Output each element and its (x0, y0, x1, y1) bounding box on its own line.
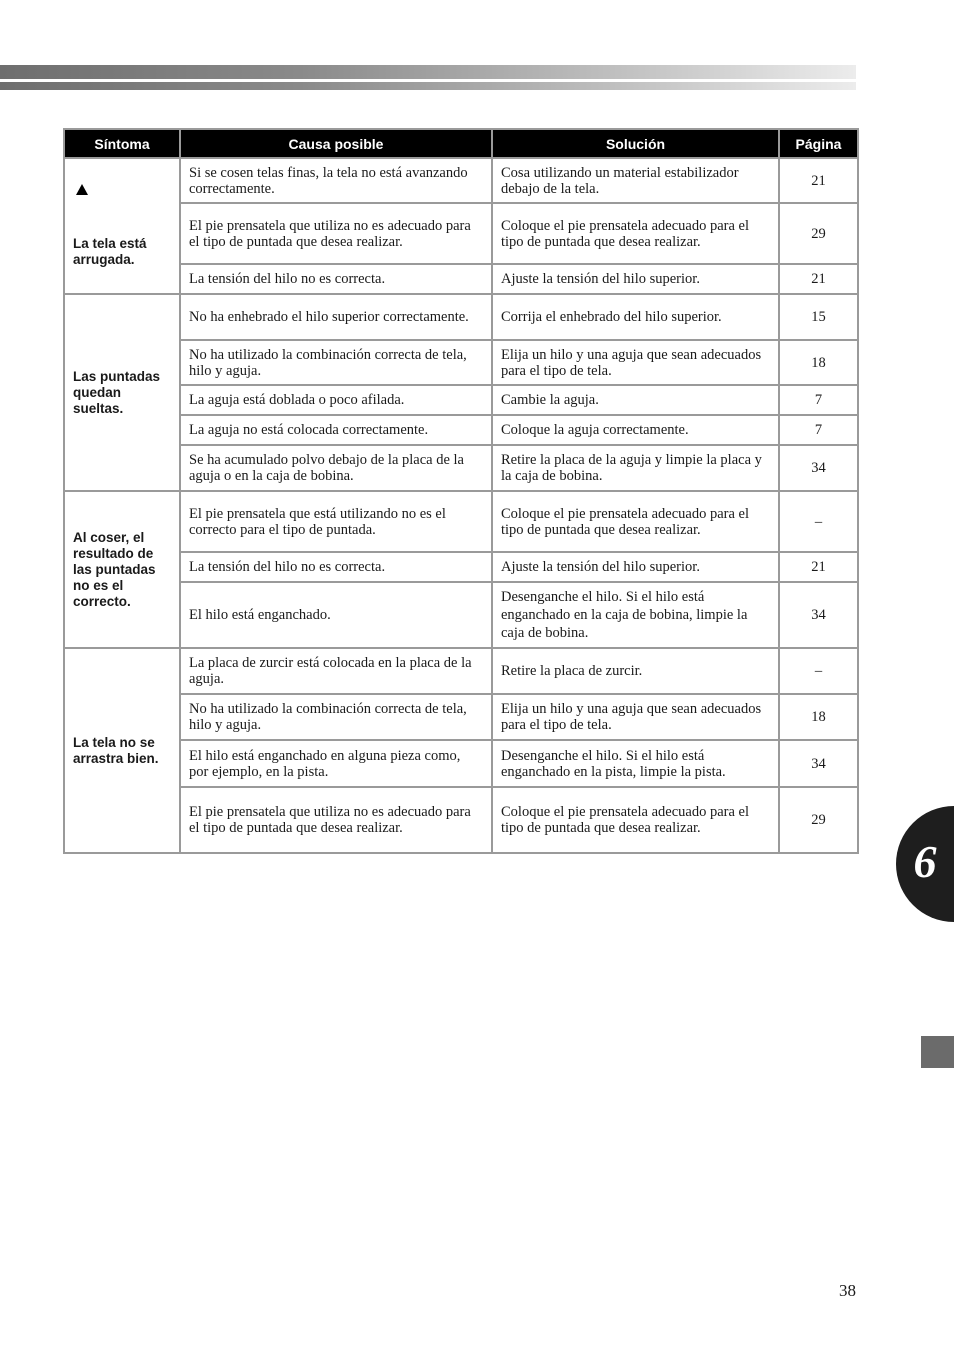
symptom-cell: La tela no se arrastra bien. (64, 648, 180, 853)
cause-cell: Se ha acumulado polvo debajo de la placa de la aguja o en la caja de bobina. (180, 445, 492, 491)
table-header-row (64, 129, 858, 158)
page-cell: – (779, 491, 858, 552)
troubleshooting-table (63, 128, 859, 854)
header-pagina: Página (779, 129, 858, 158)
solution-cell: Ajuste la tensión del hilo superior. (492, 264, 779, 294)
table-row (64, 582, 858, 648)
symptom-cell (64, 158, 180, 294)
cause-cell: El pie prensatela que utiliza no es adecuado para el tipo de puntada que desea realizar. (180, 787, 492, 853)
cause-cell: No ha enhebrado el hilo superior correctamente. (180, 294, 492, 340)
header-causa: Causa posible (180, 129, 492, 158)
cause-cell: La tensión del hilo no es correcta. (180, 552, 492, 582)
page-number: 38 (839, 1281, 856, 1300)
solution-cell: Cosa utilizando un material estabilizador debajo de la tela. (492, 158, 779, 203)
table-row (64, 491, 858, 552)
page-cell: 21 (779, 158, 858, 203)
header-sintoma: Síntoma (64, 129, 180, 158)
cause-cell: Si se cosen telas finas, la tela no está avanzando correctamente. (180, 158, 492, 203)
solution-cell: Cambie la aguja. (492, 385, 779, 415)
cause-cell: No ha utilizado la combinación correcta de tela, hilo y aguja. (180, 694, 492, 740)
symptom-cell: Al coser, el resultado de las puntadas no es el correcto. (64, 491, 180, 648)
table-row (64, 648, 858, 694)
solution-cell: Elija un hilo y una aguja que sean adecuados para el tipo de tela. (492, 694, 779, 740)
page-cell: 18 (779, 340, 858, 385)
solution-cell: Ajuste la tensión del hilo superior. (492, 552, 779, 582)
cause-cell: El pie prensatela que está utilizando no es el correcto para el tipo de puntada. (180, 491, 492, 552)
cause-cell: No ha utilizado la combinación correcta de tela, hilo y aguja. (180, 340, 492, 385)
page-cell: 34 (779, 582, 858, 648)
header-gradient-bar-thin (0, 82, 856, 90)
table-row (64, 415, 858, 445)
page-cell: 29 (779, 787, 858, 853)
solution-cell: Coloque la aguja correctamente. (492, 415, 779, 445)
cause-cell: La placa de zurcir está colocada en la placa de la aguja. (180, 648, 492, 694)
solution-cell: Retire la placa de la aguja y limpie la placa y la caja de bobina. (492, 445, 779, 491)
triangle-up-icon (76, 184, 88, 195)
page-cell: 7 (779, 385, 858, 415)
page-cell: 7 (779, 415, 858, 445)
table-row (64, 203, 858, 264)
table-row (64, 385, 858, 415)
symptom-text: La tela está arrugada. (73, 236, 147, 267)
header-solucion: Solución (492, 129, 779, 158)
header-gradient-bar (0, 65, 856, 79)
cause-cell: El hilo está enganchado en alguna pieza como, por ejemplo, en la pista. (180, 740, 492, 787)
solution-cell: Elija un hilo y una aguja que sean adecuados para el tipo de tela. (492, 340, 779, 385)
symptom-cell: Las puntadas quedan sueltas. (64, 294, 180, 491)
cause-cell: La tensión del hilo no es correcta. (180, 264, 492, 294)
table-row (64, 445, 858, 491)
solution-cell: Retire la placa de zurcir. (492, 648, 779, 694)
page-cell: 15 (779, 294, 858, 340)
table-row (64, 552, 858, 582)
page-cell: – (779, 648, 858, 694)
table-row (64, 740, 858, 787)
solution-cell: Desenganche el hilo. Si el hilo está enganchado en la caja de bobina, limpie la caja de bobina. (492, 582, 779, 648)
solution-cell: Coloque el pie prensatela adecuado para el tipo de puntada que desea realizar. (492, 491, 779, 552)
table-row (64, 294, 858, 340)
page-cell: 21 (779, 264, 858, 294)
cause-cell: La aguja está doblada o poco afilada. (180, 385, 492, 415)
solution-cell: Coloque el pie prensatela adecuado para el tipo de puntada que desea realizar. (492, 203, 779, 264)
page-cell: 21 (779, 552, 858, 582)
table-row (64, 787, 858, 853)
page-cell: 29 (779, 203, 858, 264)
page-cell: 34 (779, 740, 858, 787)
page-cell: 18 (779, 694, 858, 740)
solution-cell: Desenganche el hilo. Si el hilo está enganchado en la pista, limpie la pista. (492, 740, 779, 787)
table-row (64, 264, 858, 294)
chapter-number: 6 (913, 836, 937, 887)
table-row (64, 158, 858, 203)
cause-cell: La aguja no está colocada correctamente. (180, 415, 492, 445)
table-row (64, 694, 858, 740)
table-row (64, 340, 858, 385)
solution-cell: Coloque el pie prensatela adecuado para el tipo de puntada que desea realizar. (492, 787, 779, 853)
cause-cell: El pie prensatela que utiliza no es adecuado para el tipo de puntada que desea realizar. (180, 203, 492, 264)
page-cell: 34 (779, 445, 858, 491)
side-index-marker (921, 1036, 954, 1068)
solution-cell: Corrija el enhebrado del hilo superior. (492, 294, 779, 340)
cause-cell: El hilo está enganchado. (180, 582, 492, 648)
